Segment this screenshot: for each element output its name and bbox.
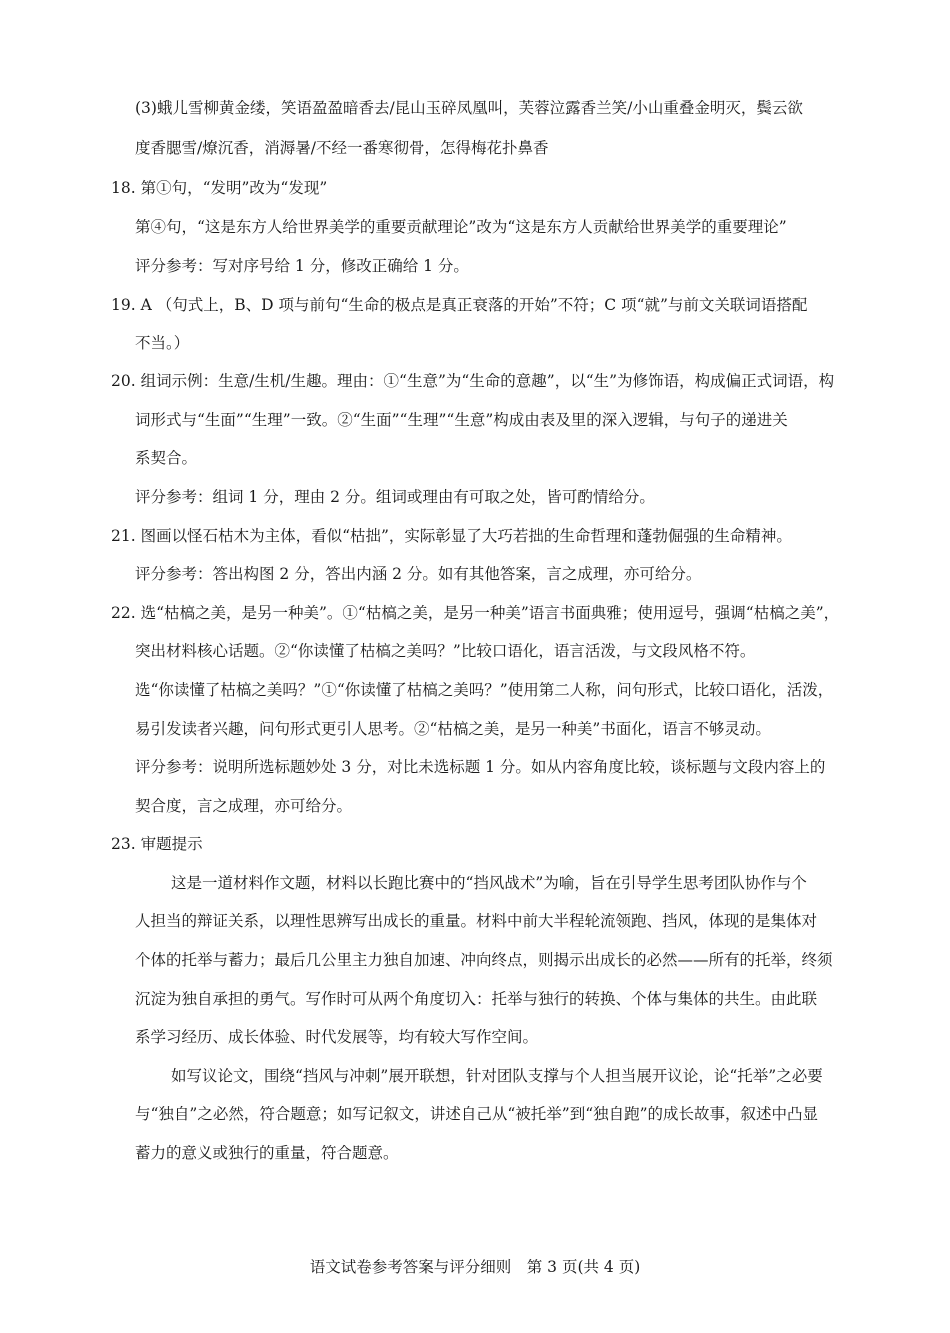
answer-20-scoring: 评分参考：组词 1 分，理由 2 分。组词或理由有可取之处，皆可酌情给分。 — [135, 488, 655, 506]
answer-23-para2-line-3: 蓄力的意义或独行的重量，符合题意。 — [135, 1144, 399, 1162]
answer-19-line-2: 不当。） — [135, 334, 190, 352]
answer-20-line-2: 词形式与“生面”“生理”一致。②“生面”“生理”“生意”构成由表及里的深入逻辑，与句子的递进关 — [135, 411, 788, 429]
answer-22-line-2: 突出材料核心话题。②“你读懂了枯槁之美吗？”比较口语化，语言活泼，与文段风格不符。 — [135, 642, 756, 660]
answer-22-line-4: 易引发读者兴趣，问句形式更引人思考。②“枯槁之美，是另一种美”书面化，语言不够灵动。 — [135, 720, 771, 738]
answer-21-line-1: 21. 图画以怪石枯木为主体，看似“枯拙”，实际彰显了大巧若拙的生命哲理和蓬勃倔强的生命精神。 — [111, 527, 792, 545]
answer-22-line-3: 选“你读懂了枯槁之美吗？”①“你读懂了枯槁之美吗？”使用第二人称，问句形式，比较口语化，活泼， — [135, 681, 834, 699]
answer-23-para1-line-5: 系学习经历、成长体验、时代发展等，均有较大写作空间。 — [135, 1028, 539, 1046]
answer-22-scoring-2: 契合度，言之成理，亦可给分。 — [135, 797, 353, 815]
answer-22-scoring-1: 评分参考：说明所选标题妙处 3 分，对比未选标题 1 分。如从内容角度比较，谈标题与文段内容上的 — [135, 758, 826, 776]
answer-18-scoring: 评分参考：写对序号给 1 分，修改正确给 1 分。 — [135, 257, 469, 275]
answer-21-scoring: 评分参考：答出构图 2 分，答出内涵 2 分。如有其他答案，言之成理，亦可给分。 — [135, 565, 702, 583]
answer-19-line-1: 19. A （句式上，B、D 项与前句“生命的极点是真正衰落的开始”不符；C 项“就”与前文关联词语搭配 — [111, 296, 808, 314]
answer-23-para1-line-3: 个体的托举与蓄力；最后几公里主力独自加速、冲向终点，则揭示出成长的必然——所有的托举，终须 — [135, 951, 833, 969]
answer-23-para1-line-4: 沉淀为独自承担的勇气。写作时可从两个角度切入：托举与独行的转换、个体与集体的共生。由此联 — [135, 990, 818, 1008]
answer-20-line-3: 系契合。 — [135, 449, 198, 467]
answer-23-para2-line-1: 如写议论文，围绕“挡风与冲刺”展开联想，针对团队支撑与个人担当展开议论，论“托举”之必要 — [171, 1067, 823, 1085]
answer-23-para1-line-1: 这是一道材料作文题，材料以长跑比赛中的“挡风战术”为喻，旨在引导学生思考团队协作与个 — [171, 874, 807, 892]
answer-17-3-line-1: (3)蛾儿雪柳黄金缕，笑语盈盈暗香去/昆山玉碎凤凰叫，芙蓉泣露香兰笑/小山重叠金明灭，鬓云欲 — [135, 99, 803, 117]
answer-18-line-1: 18. 第①句，“发明”改为“发现” — [111, 179, 328, 197]
answer-23-para2-line-2: 与“独自”之必然，符合题意；如写记叙文，讲述自己从“被托举”到“独自跑”的成长故事，叙述中凸显 — [135, 1105, 819, 1123]
page-footer: 语文试卷参考答案与评分细则 第 3 页(共 4 页) — [309, 1258, 641, 1276]
answer-20-line-1: 20. 组词示例：生意/生机/生趣。理由：①“生意”为“生命的意趣”，以“生”为修饰语，构成偏正式词语，构 — [111, 372, 835, 390]
answer-22-line-1: 22. 选“枯槁之美，是另一种美”。①“枯槁之美，是另一种美”语言书面典雅；使用逗号，强调“枯槁之美”， — [111, 604, 840, 622]
answer-17-3-line-2: 度香腮雪/燎沉香，消溽暑/不经一番寒彻骨，怎得梅花扑鼻香 — [135, 139, 549, 157]
answer-23-heading: 23. 审题提示 — [111, 835, 203, 853]
answer-18-line-2: 第④句，“这是东方人给世界美学的重要贡献理论”改为“这是东方人贡献给世界美学的重要理论” — [135, 218, 787, 236]
answer-23-para1-line-2: 人担当的辩证关系，以理性思辨写出成长的重量。材料中前大半程轮流领跑、挡风，体现的是集体对 — [135, 912, 818, 930]
